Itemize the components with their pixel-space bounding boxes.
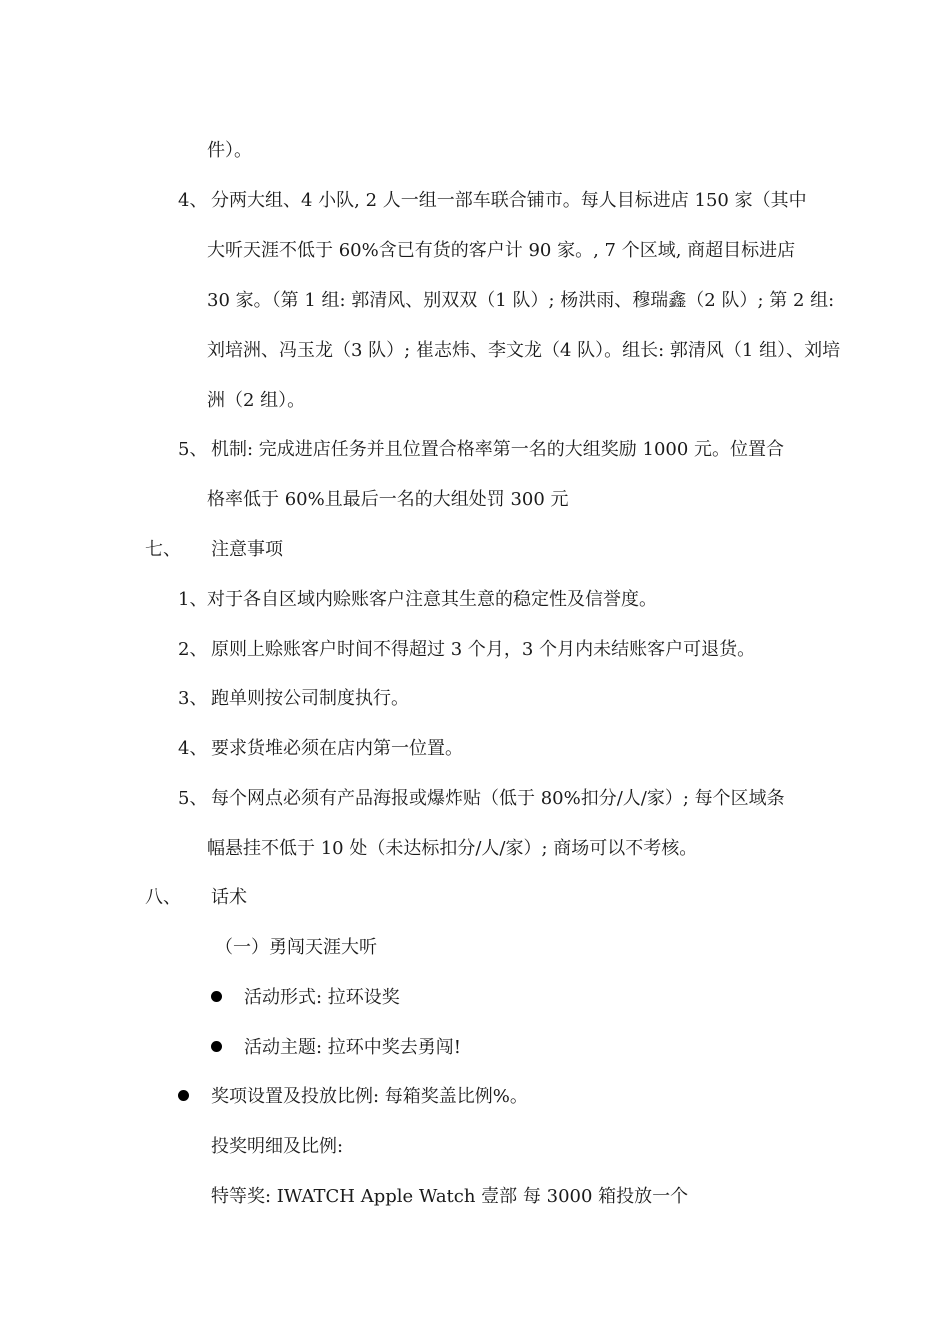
item4-line-2: 大听天涯不低于 60%含已有货的客户计 90 家。, 7 个区域, 商超目标进店 (207, 240, 796, 261)
section8-title: 话术 (211, 887, 247, 908)
item5-line-2: 格率低于 60%且最后一名的大组处罚 300 元 (207, 489, 569, 510)
s8-detail-title: 投奖明细及比例: (211, 1136, 344, 1157)
item4-line-5: 洲（2 组）。 (207, 390, 306, 411)
section8-number: 八、 (145, 887, 181, 908)
s8-subheading-1: （一）勇闯天涯大听 (215, 937, 377, 958)
item5-line-1: 机制: 完成进店任务并且位置合格率第一名的大组奖励 1000 元。位置合 (211, 439, 785, 460)
item3-continuation: 件）。 (207, 140, 252, 161)
s7-item1-number: 1、 (178, 589, 208, 610)
bullet-dot-icon (211, 1041, 222, 1052)
s7-item1-text: 对于各自区域内赊账客户注意其生意的稳定性及信誉度。 (207, 589, 657, 610)
s8-bullet-outer (178, 1084, 189, 1110)
s8-bullet-1 (211, 985, 222, 1011)
section7-title: 注意事项 (211, 539, 283, 560)
bullet-dot-icon (178, 1090, 189, 1101)
s7-item4-text: 要求货堆必须在店内第一位置。 (211, 738, 463, 759)
s8-bullet-2 (211, 1035, 222, 1061)
s7-item3-text: 跑单则按公司制度执行。 (211, 688, 409, 709)
s8-bullet-1-text: 活动形式: 拉环设奖 (244, 987, 400, 1008)
bullet-dot-icon (211, 991, 222, 1002)
item4-number: 4、 (178, 190, 208, 211)
s7-item3-number: 3、 (178, 688, 208, 709)
s7-item5-number: 5、 (178, 788, 208, 809)
section7-number: 七、 (145, 539, 181, 560)
s8-bullet-2-text: 活动主题: 拉环中奖去勇闯! (244, 1037, 462, 1058)
s7-item4-number: 4、 (178, 738, 208, 759)
item4-line-4: 刘培洲、冯玉龙（3 队）; 崔志炜、李文龙（4 队）。组长: 郭清风（1 组）、刘培 (207, 340, 841, 361)
item4-line-1: 分两大组、4 小队, 2 人一组一部车联合铺市。每人目标进店 150 家（其中 (211, 190, 807, 211)
item4-line-3: 30 家。（第 1 组: 郭清风、别双双（1 队）; 杨洪雨、穆瑞鑫（2 队）; 第 2 组: (207, 290, 835, 311)
s7-item5-text: 每个网点必须有产品海报或爆炸贴（低于 80%扣分/人/家）; 每个区域条 (211, 788, 785, 809)
s8-grand-prize: 特等奖: IWATCH Apple Watch 壹部 每 3000 箱投放一个 (211, 1186, 689, 1207)
s7-item5-continuation: 幅悬挂不低于 10 处（未达标扣分/人/家）; 商场可以不考核。 (207, 838, 698, 859)
s8-bullet-outer-text: 奖项设置及投放比例: 每箱奖盖比例%。 (211, 1086, 528, 1107)
s7-item2-number: 2、 (178, 639, 208, 660)
s7-item2-text: 原则上赊账客户时间不得超过 3 个月，3 个月内未结账客户可退货。 (211, 639, 756, 660)
item5-number: 5、 (178, 439, 208, 460)
